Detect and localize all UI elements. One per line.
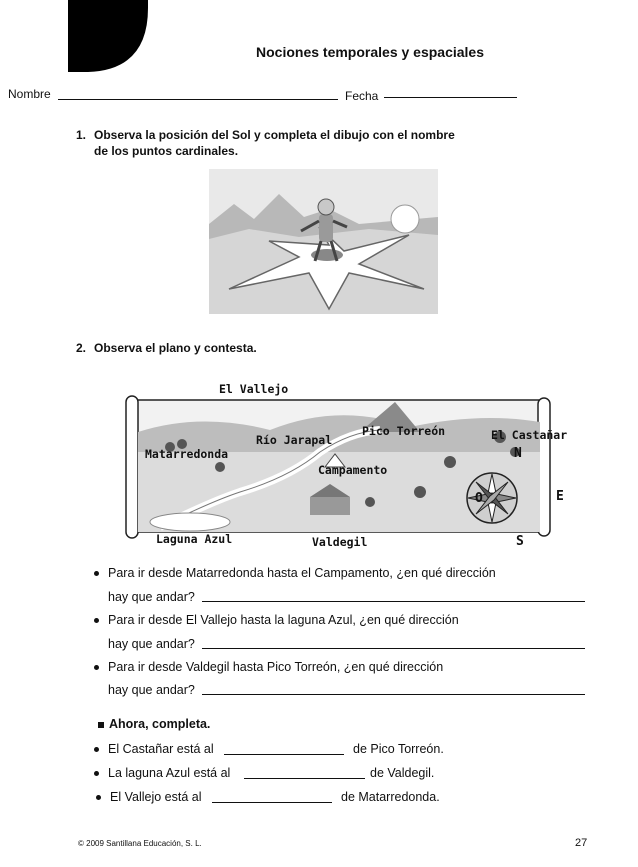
square-bullet-icon (98, 722, 104, 728)
question-3-line1: Para ir desde Valdegil hasta Pico Torreón, ¿en qué dirección (94, 660, 443, 674)
answer-line-1[interactable] (202, 601, 585, 602)
page-title: Nociones temporales y espaciales (256, 44, 484, 60)
copyright-text: © 2009 Santillana Educación, S. L. (78, 839, 202, 848)
question-1-line1: Para ir desde Matarredonda hasta el Campamento, ¿en qué dirección (94, 566, 496, 580)
question-2-line2: hay que andar? (108, 637, 195, 651)
complete-heading: Ahora, completa. (98, 717, 210, 731)
q2-text: Observa el plano y contesta. (94, 341, 257, 355)
q1-text-line2: de los puntos cardinales. (94, 144, 239, 158)
map-label-rio-jarapal: Río Jarapal (256, 433, 333, 447)
compass-west-label: O (475, 491, 483, 506)
compass-east-label: E (556, 489, 564, 504)
map-label-el-castanar: El Castañar (491, 428, 568, 442)
map-label-valdegil: Valdegil (312, 535, 368, 549)
date-label: Fecha (345, 89, 379, 103)
complete-2-after: de Valdegil. (370, 766, 435, 780)
complete-1-after: de Pico Torreón. (353, 742, 444, 756)
map-label-el-vallejo: El Vallejo (219, 382, 289, 396)
map-label-laguna-azul: Laguna Azul (156, 532, 233, 546)
complete-2-before: La laguna Azul está al (94, 766, 230, 780)
bullet-icon (94, 618, 99, 623)
complete-1-before: El Castañar está al (94, 742, 214, 756)
sun-crossroads-illustration (209, 169, 438, 314)
corner-tab-decoration (68, 0, 150, 72)
question-3-line2: hay que andar? (108, 683, 195, 697)
map-label-campamento: Campamento (318, 463, 388, 477)
complete-blank-3[interactable] (212, 802, 332, 803)
name-field[interactable] (58, 99, 338, 100)
name-label: Nombre (8, 87, 51, 101)
bullet-icon (94, 747, 99, 752)
complete-blank-2[interactable] (244, 778, 365, 779)
date-field[interactable] (384, 97, 517, 98)
compass-rose-icon (464, 470, 520, 526)
question-2-line1: Para ir desde El Vallejo hasta la laguna Azul, ¿en qué dirección (94, 613, 459, 627)
question-1-line2: hay que andar? (108, 590, 195, 604)
compass-north-label: N (514, 446, 522, 461)
bullet-icon (96, 795, 101, 800)
q1-number: 1. (76, 128, 87, 142)
bullet-icon (94, 571, 99, 576)
bullet-icon (94, 771, 99, 776)
bullet-icon (94, 665, 99, 670)
q1-text-line1: Observa la posición del Sol y completa el dibujo con el nombre (94, 128, 455, 142)
answer-line-3[interactable] (202, 694, 585, 695)
q2-number: 2. (76, 341, 87, 355)
answer-line-2[interactable] (202, 648, 585, 649)
map-label-pico-torreon: Pico Torreón (362, 424, 446, 438)
complete-blank-1[interactable] (224, 754, 344, 755)
complete-3-before: El Vallejo está al (96, 790, 202, 804)
map-label-matarredonda: Matarredonda (145, 447, 229, 461)
complete-3-after: de Matarredonda. (341, 790, 440, 804)
compass-south-label: S (516, 534, 524, 549)
page-number: 27 (575, 837, 588, 849)
